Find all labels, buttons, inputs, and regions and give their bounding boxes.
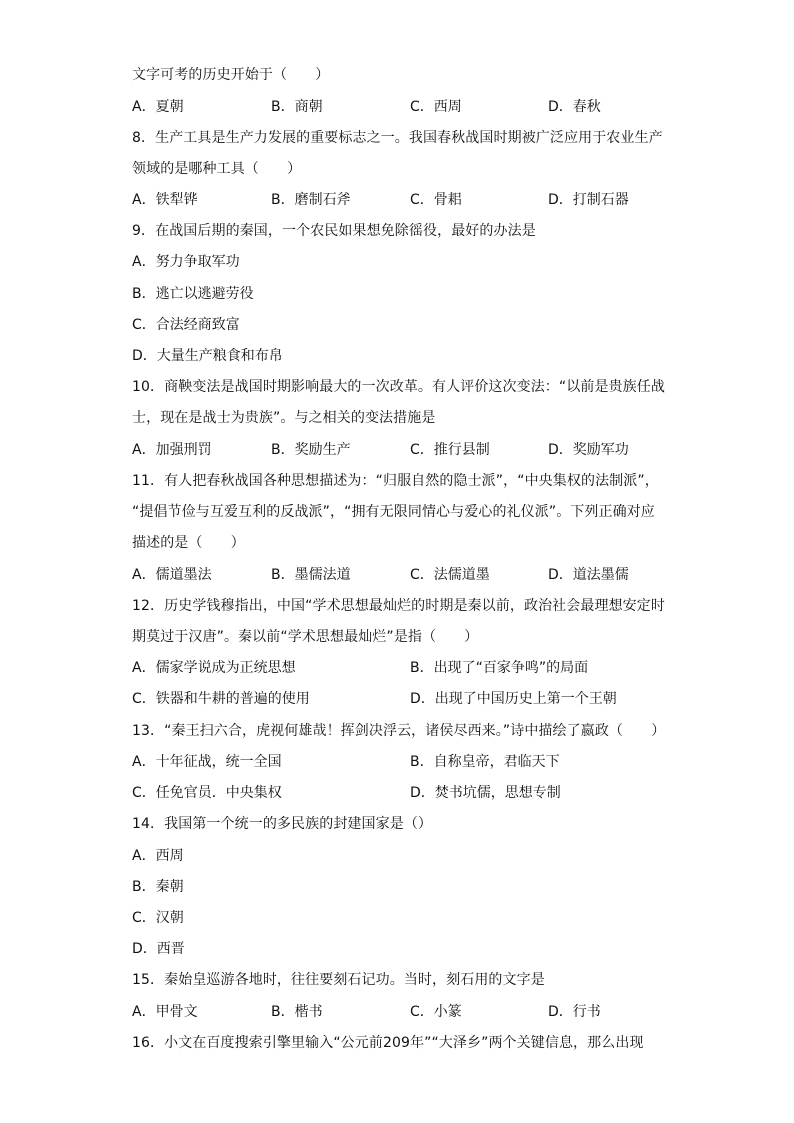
question-12-option-c: C．铁器和牛耕的普遍的使用 (132, 691, 310, 707)
question-14-option-b: B．秦朝 (132, 879, 184, 895)
question-12-option-a: A．儒家学说成为正统思想 (132, 660, 296, 676)
question-11-option-b: B．墨儒法道 (271, 567, 351, 583)
question-13-option-d: D．焚书坑儒，思想专制 (410, 785, 561, 801)
question-7-option-a: A．夏朝 (132, 99, 184, 115)
question-14-option-a: A．西周 (132, 848, 184, 864)
question-10-stem-line-2: 士，现在是战士为贵族”。与之相关的变法措施是 (132, 410, 436, 426)
question-8-option-d: D．打制石器 (548, 192, 629, 208)
question-15-option-d: D．行书 (548, 1004, 601, 1020)
question-7-option-b: B．商朝 (271, 99, 323, 115)
question-11-stem-line-3: 描述的是（ ） (132, 535, 245, 551)
question-16-stem: 16．小文在百度搜索引擎里输入“公元前209年”“大泽乡”两个关键信息，那么出现 (132, 1035, 644, 1051)
question-10-option-b: B．奖励生产 (271, 442, 351, 458)
question-7-stem: 文字可考的历史开始于（ ） (132, 67, 330, 83)
question-10-option-c: C．推行县制 (410, 442, 490, 458)
question-10-option-d: D．奖励军功 (548, 442, 629, 458)
question-9-option-a: A．努力争取军功 (132, 254, 240, 270)
question-9-option-b: B．逃亡以逃避劳役 (132, 286, 254, 302)
question-8-stem-line-2: 领域的是哪种工具（ ） (132, 161, 302, 177)
question-13-option-c: C．任免官员．中央集权 (132, 785, 282, 801)
question-15-option-c: C．小篆 (410, 1004, 462, 1020)
question-9-option-c: C．合法经商致富 (132, 317, 240, 333)
question-12-stem-line-1: 12．历史学钱穆指出，中国“学术思想最灿烂的时期是秦以前，政治社会最理想安定时 (132, 598, 665, 614)
question-11-option-a: A．儒道墨法 (132, 567, 212, 583)
question-14-option-c: C．汉朝 (132, 910, 184, 926)
question-8-option-a: A．铁犁铧 (132, 192, 198, 208)
question-12-stem-line-2: 期莫过于汉唐”。秦以前“学术思想最灿烂”是指（ ） (132, 629, 479, 645)
question-11-option-c: C．法儒道墨 (410, 567, 490, 583)
question-10-option-a: A．加强刑罚 (132, 442, 212, 458)
question-12-option-d: D．出现了中国历史上第一个王朝 (410, 691, 617, 707)
question-13-option-a: A．十年征战，统一全国 (132, 754, 282, 770)
question-10-stem-line-1: 10．商鞅变法是战国时期影响最大的一次改革。有人评价这次变法：“以前是贵族任战 (132, 379, 665, 395)
question-11-stem-line-1: 11．有人把春秋战国各种思想描述为：“归服自然的隐士派”，“中央集权的法制派”， (132, 473, 659, 489)
question-9-option-d: D．大量生产粮食和布帛 (132, 348, 283, 364)
question-11-option-d: D．道法墨儒 (548, 567, 629, 583)
question-13-option-b: B．自称皇帝，君临天下 (410, 754, 560, 770)
question-14-option-d: D．西晋 (132, 941, 185, 957)
question-7-option-c: C．西周 (410, 99, 462, 115)
question-11-stem-line-2: “提倡节俭与互爱互利的反战派”，“拥有无限同情心与爱心的礼仪派”。下列正确对应 (132, 504, 655, 520)
question-12-option-b: B．出现了“百家争鸣”的局面 (410, 660, 589, 676)
question-9-stem: 9．在战国后期的秦国，一个农民如果想免除徭役，最好的办法是 (132, 223, 536, 239)
question-8-option-b: B．磨制石斧 (271, 192, 351, 208)
question-15-option-a: A．甲骨文 (132, 1004, 198, 1020)
question-14-stem: 14．我国第一个统一的多民族的封建国家是（） (132, 816, 433, 832)
question-7-option-d: D．春秋 (548, 99, 601, 115)
question-8-stem-line-1: 8．生产工具是生产力发展的重要标志之一。我国春秋战国时期被广泛应用于农业生产 (132, 130, 663, 146)
question-8-option-c: C．骨耜 (410, 192, 462, 208)
question-15-option-b: B．楷书 (271, 1004, 323, 1020)
question-15-stem: 15．秦始皇巡游各地时，往往要刻石记功。当时，刻石用的文字是 (132, 972, 545, 988)
question-13-stem: 13．“秦王扫六合，虎视何雄哉！挥剑决浮云，诸侯尽西来。”诗中描绘了嬴政（ ） (132, 723, 666, 739)
